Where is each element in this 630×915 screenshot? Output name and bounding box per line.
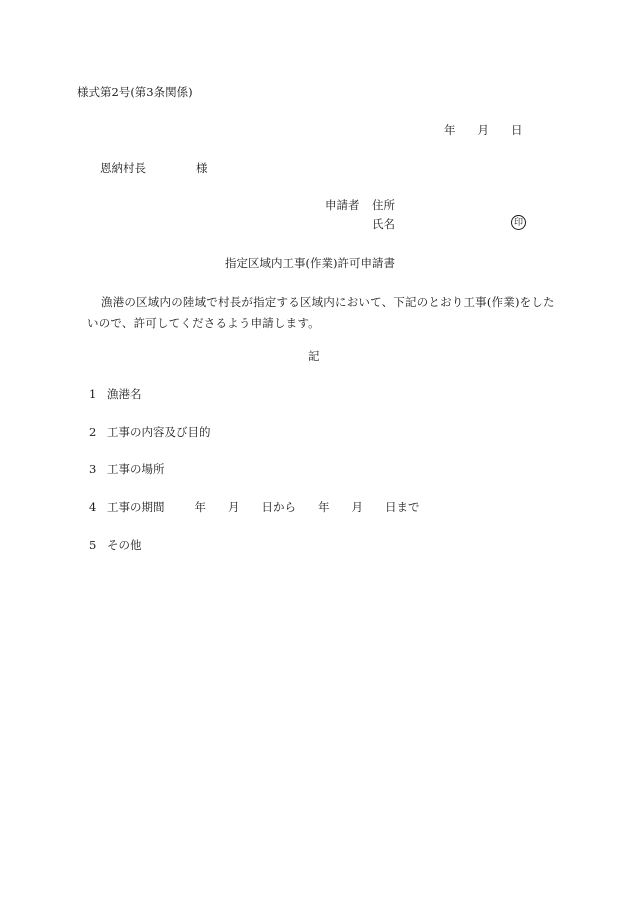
item-number: 4 bbox=[89, 500, 97, 514]
date-year-label: 年 bbox=[444, 123, 456, 137]
date-line bbox=[444, 123, 523, 137]
item-label: 工事の期間 bbox=[107, 500, 165, 514]
period-start-year: 年 bbox=[194, 500, 206, 514]
item-label: その他 bbox=[107, 538, 142, 552]
addressee-name: 恩納村長 bbox=[100, 161, 146, 175]
applicant-name-label: 氏名 bbox=[372, 217, 395, 231]
period-end-day: 日まで bbox=[385, 500, 420, 514]
application-body-text: 漁港の区域内の陸域で村長が指定する区域内において、下記のとおり工事(作業)をしたいので、許可してくださるよう申請します。 bbox=[87, 295, 555, 330]
item-number: 2 bbox=[89, 425, 97, 439]
period-start-month: 月 bbox=[228, 500, 240, 514]
period-end-year: 年 bbox=[318, 500, 330, 514]
item-label: 工事の内容及び目的 bbox=[107, 425, 211, 439]
form-number: 様式第2号(第3条関係) bbox=[77, 85, 193, 99]
addressee-honorific: 様 bbox=[196, 161, 208, 175]
item-label: 漁港名 bbox=[107, 387, 142, 401]
addressee bbox=[100, 161, 208, 175]
item-number: 3 bbox=[89, 462, 97, 476]
period-end-month: 月 bbox=[351, 500, 363, 514]
seal-mark: 印 bbox=[511, 215, 526, 230]
date-month-label: 月 bbox=[477, 123, 489, 137]
applicant-label: 申請者 bbox=[325, 198, 360, 212]
item-work-content bbox=[89, 425, 211, 439]
period-start-day: 日から bbox=[261, 500, 296, 514]
document-title: 指定区域内工事(作業)許可申請書 bbox=[225, 256, 395, 270]
item-other bbox=[89, 538, 142, 552]
item-fishing-port-name bbox=[89, 387, 142, 401]
item-label: 工事の場所 bbox=[107, 462, 165, 476]
item-work-period bbox=[89, 500, 420, 514]
note-heading: 記 bbox=[308, 349, 320, 363]
item-number: 5 bbox=[89, 538, 97, 552]
applicant-address-label: 住所 bbox=[372, 198, 395, 212]
date-day-label: 日 bbox=[511, 123, 523, 137]
item-number: 1 bbox=[89, 387, 97, 401]
item-work-location bbox=[89, 462, 165, 476]
